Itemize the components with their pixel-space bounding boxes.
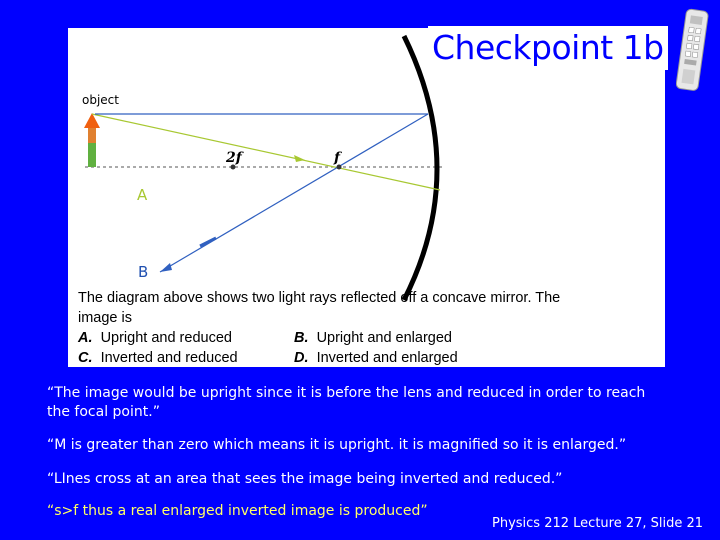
choice-c[interactable]: C. Inverted and reduced	[78, 350, 238, 366]
choices-row-1	[78, 328, 658, 348]
ray-a-incoming	[92, 114, 440, 190]
object-label: object	[82, 93, 119, 107]
choice-d[interactable]: D. Inverted and enlarged	[294, 350, 458, 366]
question-text	[78, 288, 658, 368]
question-line-1: The diagram above shows two light rays reflected off a concave mirror. The	[78, 290, 561, 306]
slide-footer: Physics 212 Lecture 27, Slide 21	[492, 516, 704, 531]
response-1-line-2: the focal point.”	[47, 404, 160, 420]
ray-b-label: B	[138, 263, 149, 281]
concave-mirror	[404, 36, 437, 300]
clicker-remote-icon	[676, 8, 710, 94]
choice-a[interactable]: A. Upright and reduced	[78, 330, 232, 346]
response-1-line-1: “The image would be upright since it is before the lens and reduced in order to reach	[47, 385, 646, 401]
response-3: “LInes cross at an area that sees the image being inverted and reduced.”	[47, 471, 563, 487]
choice-b[interactable]: B. Upright and enlarged	[294, 330, 452, 346]
label-f: f	[334, 150, 341, 166]
response-4: “s>f thus a real enlarged inverted image is produced”	[47, 503, 428, 519]
choices-row-2	[78, 348, 658, 368]
ray-a-label: A	[137, 186, 148, 204]
response-2: “M is greater than zero which means it is upright. it is magnified so it is enlarged.”	[47, 437, 627, 453]
question-line-2: image is	[78, 310, 132, 326]
slide-title: Checkpoint 1b	[428, 26, 668, 70]
label-2f: 2f	[226, 150, 242, 166]
